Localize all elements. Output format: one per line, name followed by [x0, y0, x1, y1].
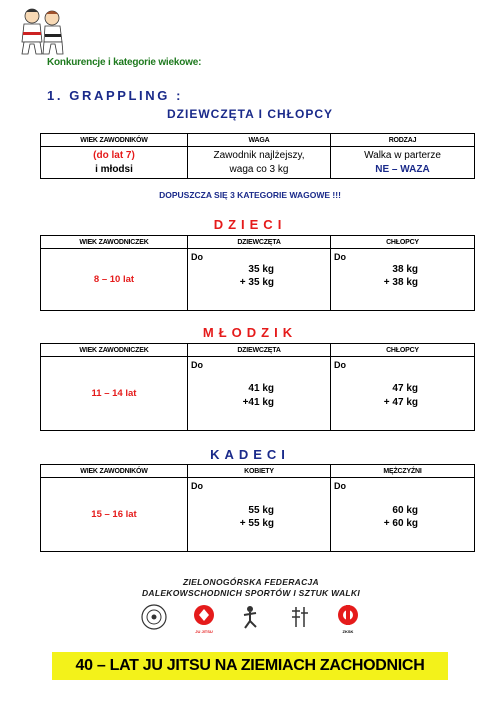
karate-kids-logo [18, 6, 66, 56]
weight-over: + 38 kg [383, 277, 418, 288]
section-subheading: DZIEWCZĘTA I CHŁOPCY [167, 107, 333, 121]
age-close-paren: ) [131, 149, 135, 161]
federation-banner [118, 567, 384, 637]
section-title-mlodzik: MŁODZIK [202, 325, 298, 340]
weight-upto: 35 kg [248, 264, 274, 275]
age-cell: 15 – 16 lat [41, 478, 188, 552]
age-cell [41, 147, 188, 179]
weight-upto: 38 kg [392, 264, 418, 275]
weight-upto: 47 kg [392, 383, 418, 394]
table-kadeci [40, 464, 475, 552]
section-title-kadeci: KADECI [210, 447, 290, 462]
header-age: WIEK ZAWODNIKÓW [41, 465, 188, 478]
boys-weight-cell [331, 249, 475, 311]
weight-over: + 60 kg [383, 518, 418, 529]
age-red-text: do lat 7 [96, 149, 132, 161]
header-type: RODZAJ [331, 134, 475, 147]
section-title-dzieci: DZIECI [213, 217, 287, 232]
women-weight-cell [188, 478, 331, 552]
header-boys: CHŁOPCY [331, 236, 475, 249]
club-emblem-1-icon [140, 603, 168, 631]
do-label: Do [334, 481, 346, 491]
zksk-emblem-caption: ZKSK [342, 629, 354, 634]
men-weight-cell [331, 478, 475, 552]
type-cell [331, 147, 475, 179]
weight-upto: 55 kg [248, 505, 274, 516]
header-weight: WAGA [188, 134, 331, 147]
footer-banner: 40 – LAT JU JITSU NA ZIEMIACH ZACHODNICH [52, 652, 448, 680]
intro-text: Konkurencje i kategorie wiekowe: [47, 57, 202, 68]
header-age: WIEK ZAWODNICZEK [41, 236, 188, 249]
age-cell: 11 – 14 lat [41, 357, 188, 431]
calligraphy-emblem-icon [286, 603, 314, 631]
boys-weight-cell [331, 357, 475, 431]
header-boys: CHŁOPCY [331, 344, 475, 357]
do-label: Do [334, 252, 346, 262]
weight-line2: waga co 3 kg [229, 163, 289, 175]
weight-categories-note: DOPUSZCZA SIĘ 3 KATEGORIE WAGOWE !!! [159, 190, 341, 200]
age-line2: i młodsi [95, 163, 133, 175]
header-women: KOBIETY [188, 465, 331, 478]
banner-line2: DALEKOWSCHODNICH SPORTÓW I SZTUK WALKI [141, 588, 361, 598]
banner-line1: ZIELONOGÓRSKA FEDERACJA [183, 577, 319, 587]
weight-line1: Zawodnik najlżejszy, [213, 149, 305, 161]
girls-weight-cell [188, 357, 331, 431]
weight-over: +41 kg [242, 397, 274, 408]
girls-weight-cell [188, 249, 331, 311]
header-age: WIEK ZAWODNICZEK [41, 344, 188, 357]
do-label: Do [191, 360, 203, 370]
section-heading: 1. GRAPPLING : [47, 88, 184, 103]
do-label: Do [334, 360, 346, 370]
header-men: MĘŻCZYŹNI [331, 465, 475, 478]
table-dzieci [40, 235, 475, 311]
jujitsu-emblem-icon [190, 603, 218, 631]
weight-over: + 47 kg [383, 397, 418, 408]
grappling-table [40, 133, 475, 179]
header-girls: DZIEWCZĘTA [188, 344, 331, 357]
age-open-paren: ( [93, 149, 97, 161]
table-mlodzik [40, 343, 475, 431]
weight-cell [188, 147, 331, 179]
header-girls: DZIEWCZĘTA [188, 236, 331, 249]
weight-upto: 41 kg [248, 383, 274, 394]
age-cell: 8 – 10 lat [41, 249, 188, 311]
fighter-silhouette-icon [236, 603, 264, 631]
type-line2: NE – WAZA [375, 163, 430, 175]
do-label: Do [191, 252, 203, 262]
zksk-emblem-icon [334, 603, 362, 631]
weight-over: + 55 kg [239, 518, 274, 529]
do-label: Do [191, 481, 203, 491]
header-age: WIEK ZAWODNIKÓW [41, 134, 188, 147]
jujitsu-emblem-caption: JU JITSU [195, 629, 213, 634]
weight-over: + 35 kg [239, 277, 274, 288]
weight-upto: 60 kg [392, 505, 418, 516]
type-line1: Walka w parterze [364, 149, 441, 161]
